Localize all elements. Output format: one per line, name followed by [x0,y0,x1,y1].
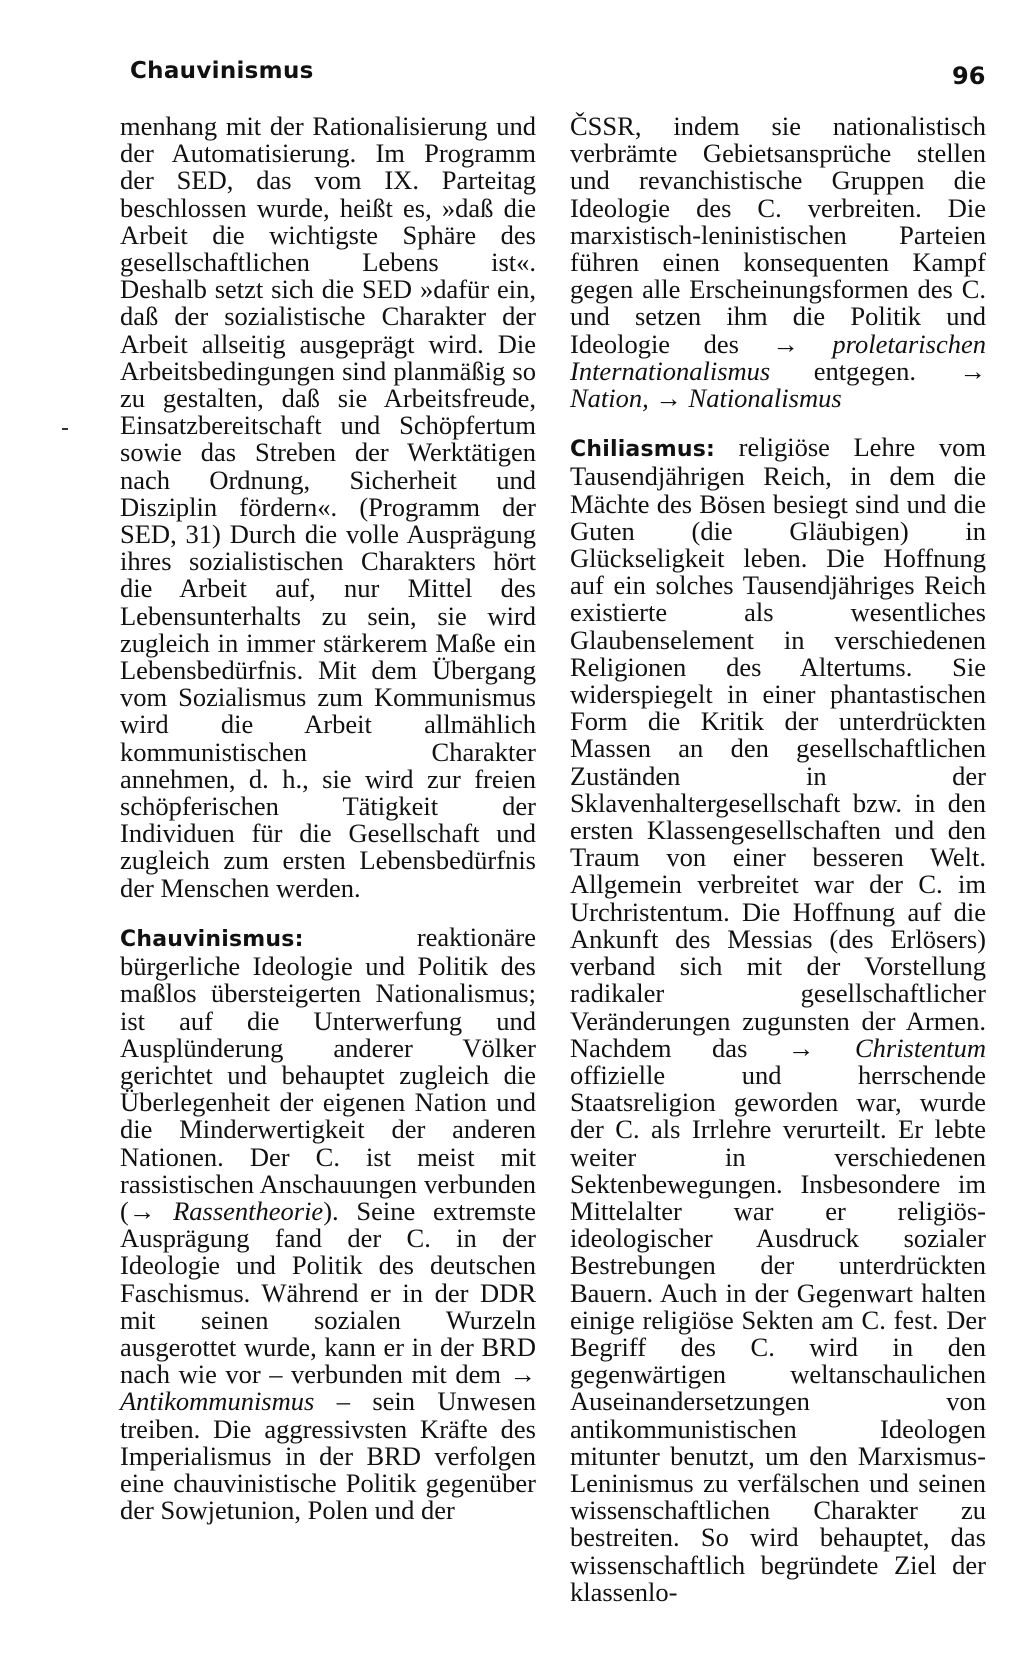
cross-ref-arrow: → [787,1032,855,1063]
entry-text: – sein Unwesen treiben. Die aggressivsten Kräfte des Imperialismus in der BRD verfolgen eine chauvinistische Politik gegenüber der Sowjetunion, Polen und der [120,1386,536,1526]
paragraph-text: menhang mit der Rationalisierung und der Automatisierung. Im Programm der SED, das vom IX. Parteitag beschlossen wurde, heißt es, »daß die Arbeit die wichtigste Sphäre des gesellschaftlichen Lebens ist«. Deshalb setzt sich die SED »dafür ein, daß der sozialistische Charakter der Arbeit allseitig ausgeprägt wird. Die Arbeitsbedingungen sind planmäßig so zu gestalten, daß sie Arbeitsfreude, Einsatzbereitschaft und Schöpfertum sowie das Streben der Werktätigen nach Ordnung, Sicherheit und Disziplin fördern«. (Programm der SED, 31) Durch die volle Ausprägung ihres sozialistischen Charakters hört die Arbeit auf, nur Mittel des Lebensunterhalts zu sein, sie wird zugleich in immer stärkerem Maße ein Lebensbedürfnis. Mit dem Übergang vom Sozialismus zum Kommunismus wird die Arbeit allmählich kommunistischen Charakter annehmen, d. h., sie wird zur freien schöpferischen Tätigkeit der Individuen für die Gesellschaft und zugleich zum ersten Lebensbedürfnis der Menschen werden. [120,111,536,903]
cross-ref-arrow: → [772,328,833,359]
running-head: Chauvinismus [130,58,314,84]
entry-chiliasmus [570,434,986,1606]
left-column [120,113,536,1524]
entry-text: reaktionäre bürgerliche Ideologie und Politik des maßlos übersteigerten Nationalismus; ist auf die Unterwerfung und Ausplünderung anderer Völker gerichtet und behauptet zugleich die Überlegenheit der eigenen Nation und die Minderwertigkeit der anderen Nationen. Der C. ist meist mit rassistischen Anschauungen verbunden ( [120,921,536,1226]
entry-chauvinismus [120,921,536,1526]
cross-ref-arrow: → [509,1359,536,1390]
cross-ref-nationalismus[interactable]: Nationalismus [688,383,842,414]
continued-paragraph [570,113,986,412]
entry-term: Chiliasmus: [570,437,716,463]
page-number: 96 [952,62,986,90]
continued-paragraph [120,113,536,902]
cross-ref-arrow: → [128,1195,174,1226]
right-column [570,113,986,1606]
entry-text: religiöse Lehre vom Tausendjährigen Reich, in dem die Mächte des Bösen besiegt sind und die Guten (die Gläubigen) in Glückseligkeit leben. Die Hoffnung auf ein solches Tausendjähriges Reich existierte als wesentliches Glaubenselement in verschiedenen Religionen des Altertums. Sie widerspiegelt in einer phantastischen Form die Kritik der unterdrückten Massen an den gesellschaftlichen Zuständen in der Sklavenhaltergesellschaft bzw. in den ersten Klassengesellschaften und den Traum von einer besseren Welt. Allgemein verbreitet war der C. im Urchristentum. Die Hoffnung auf die Ankunft des Messias (des Erlösers) verband sich mit der Vorstellung radikaler gesellschaftlicher Veränderungen zugunsten der Armen. Nachdem das [570,432,986,1063]
entry-text: ). Seine extremste Ausprägung fand der C. in der Ideologie und Politik des deutschen Faschismus. Während er in der DDR mit seinen sozialen Wurzeln ausgerottet wurde, kann er in der BRD nach wie vor – verbunden mit dem [120,1195,536,1390]
cross-ref-arrow: → [959,355,986,386]
cross-ref-proletarischer-internationalismus[interactable]: proletarischen Internationalismus [570,328,986,386]
cross-ref-christentum[interactable]: Christentum [854,1032,986,1063]
paragraph-text: ČSSR, indem sie nationalistisch verbrämte Gebietsansprüche stellen und revanchistische Gruppen die Ideologie des C. verbreiten. Die marxistisch-leninistischen Parteien führen einen konsequenten Kampf gegen alle Erscheinungsformen des C. und setzen ihm die Politik und Ideologie des [570,111,986,359]
cross-ref-antikommunismus[interactable]: Antikommunismus [120,1386,315,1417]
cross-ref-nation[interactable]: Nation, [570,383,649,414]
entry-text: offizielle und herrschende Staatsreligion geworden war, wurde der C. als Irrlehre verurteilt. Er lebte weiter in verschiedenen Sektenbewegungen. Insbesondere im Mittelalter war er religiös-ideologischer Ausdruck sozialer Bestrebungen der unterdrückten Bauern. Auch in der Gegenwart halten einige religiöse Sekten am C. fest. Der Begriff des C. wird in den gegenwärtigen weltanschaulichen Auseinandersetzungen von antikommunistischen Ideologen mitunter benutzt, um den Marxismus-Leninismus zu verfälschen und seinen wissenschaftlichen Charakter zu bestreiten. So wird behauptet, das wissenschaftlich begründete Ziel der klassenlo- [570,1059,986,1607]
cross-ref-rassentheorie[interactable]: Rassentheorie [173,1195,324,1226]
margin-mark [62,428,68,430]
paragraph-text: entgegen. [770,355,960,386]
cross-ref-arrow: → [648,383,689,414]
entry-term: Chauvinismus: [120,926,304,952]
